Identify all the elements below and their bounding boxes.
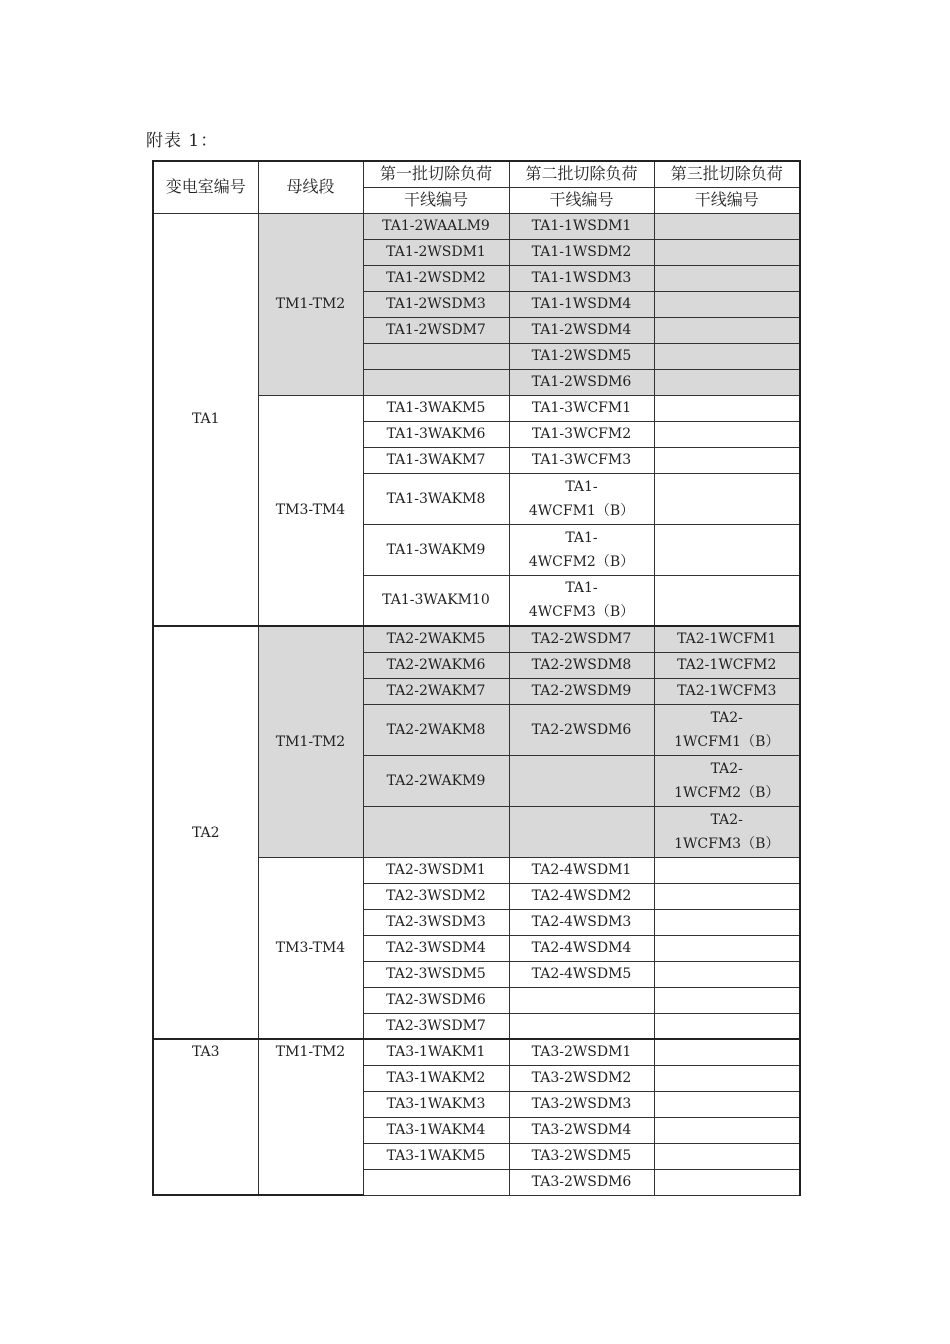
header-feeder-3: 干线编号 xyxy=(654,187,800,213)
feeder-cell xyxy=(654,395,800,421)
feeder-cell: TA1-1WSDM4 xyxy=(509,291,654,317)
feeder-cell xyxy=(654,935,800,961)
feeder-cell xyxy=(654,447,800,473)
feeder-cell xyxy=(654,239,800,265)
busbar-cell: TM3-TM4 xyxy=(258,395,363,626)
feeder-cell: TA1-3WAKM7 xyxy=(363,447,509,473)
feeder-cell: TA2-3WSDM2 xyxy=(363,883,509,909)
feeder-cell xyxy=(509,1013,654,1039)
feeder-cell: TA3-2WSDM1 xyxy=(509,1039,654,1065)
table-row xyxy=(153,626,800,652)
feeder-cell xyxy=(654,883,800,909)
feeder-cell: TA3-2WSDM6 xyxy=(509,1169,654,1195)
feeder-cell: TA2-3WSDM5 xyxy=(363,961,509,987)
feeder-cell xyxy=(654,524,800,575)
feeder-cell xyxy=(654,421,800,447)
feeder-cell xyxy=(654,1039,800,1065)
feeder-cell xyxy=(654,1091,800,1117)
feeder-cell: TA3-1WAKM4 xyxy=(363,1117,509,1143)
feeder-cell: TA1-3WCFM1 xyxy=(509,395,654,421)
feeder-cell: TA2-1WCFM3 xyxy=(654,678,800,704)
feeder-cell xyxy=(509,987,654,1013)
feeder-cell xyxy=(654,575,800,626)
feeder-cell: TA2-2WAKM8 xyxy=(363,704,509,755)
header-substation: 变电室编号 xyxy=(153,161,258,213)
feeder-cell: TA1- 4WCFM2（B） xyxy=(509,524,654,575)
feeder-cell: TA1- 4WCFM1（B） xyxy=(509,473,654,524)
feeder-cell xyxy=(654,1117,800,1143)
feeder-cell xyxy=(654,1143,800,1169)
feeder-cell: TA2-2WAKM9 xyxy=(363,755,509,806)
feeder-cell: TA2-3WSDM7 xyxy=(363,1013,509,1039)
table-row xyxy=(153,213,800,239)
header-batch2: 第二批切除负荷 xyxy=(509,161,654,187)
feeder-cell xyxy=(509,755,654,806)
table-row xyxy=(153,1039,800,1065)
feeder-cell: TA1-3WCFM2 xyxy=(509,421,654,447)
feeder-cell: TA1-3WAKM9 xyxy=(363,524,509,575)
feeder-cell xyxy=(654,343,800,369)
feeder-cell: TA2-2WSDM8 xyxy=(509,652,654,678)
load-shedding-table xyxy=(152,160,801,1196)
feeder-cell xyxy=(654,961,800,987)
substation-cell: TA2 xyxy=(153,626,258,1039)
feeder-cell: TA2-2WSDM7 xyxy=(509,626,654,652)
feeder-cell: TA1-2WSDM7 xyxy=(363,317,509,343)
feeder-cell: TA2-2WAKM5 xyxy=(363,626,509,652)
feeder-cell: TA2-4WSDM5 xyxy=(509,961,654,987)
feeder-cell: TA1-3WCFM3 xyxy=(509,447,654,473)
feeder-cell: TA1-2WSDM4 xyxy=(509,317,654,343)
feeder-cell xyxy=(654,1065,800,1091)
substation-cell: TA3 xyxy=(153,1039,258,1195)
feeder-cell: TA2- 1WCFM3（B） xyxy=(654,806,800,857)
feeder-cell: TA1-3WAKM8 xyxy=(363,473,509,524)
feeder-cell: TA2-4WSDM1 xyxy=(509,857,654,883)
busbar-cell: TM1-TM2 xyxy=(258,626,363,857)
feeder-cell: TA2-4WSDM3 xyxy=(509,909,654,935)
feeder-cell xyxy=(654,473,800,524)
feeder-cell: TA1-1WSDM3 xyxy=(509,265,654,291)
feeder-cell: TA2-4WSDM4 xyxy=(509,935,654,961)
feeder-cell: TA1-1WSDM1 xyxy=(509,213,654,239)
feeder-cell: TA1-2WSDM6 xyxy=(509,369,654,395)
feeder-cell: TA3-2WSDM2 xyxy=(509,1065,654,1091)
feeder-cell: TA1-2WAALM9 xyxy=(363,213,509,239)
feeder-cell: TA2-2WAKM6 xyxy=(363,652,509,678)
feeder-cell: TA1-2WSDM3 xyxy=(363,291,509,317)
feeder-cell: TA3-2WSDM4 xyxy=(509,1117,654,1143)
feeder-cell xyxy=(654,857,800,883)
feeder-cell: TA2-3WSDM4 xyxy=(363,935,509,961)
busbar-cell: TM3-TM4 xyxy=(258,857,363,1039)
feeder-cell xyxy=(509,806,654,857)
feeder-cell xyxy=(363,1169,509,1195)
busbar-cell: TM1-TM2 xyxy=(258,213,363,395)
feeder-cell: TA2-3WSDM6 xyxy=(363,987,509,1013)
feeder-cell xyxy=(654,1013,800,1039)
table-caption: 附表 1： xyxy=(146,131,219,151)
feeder-cell: TA2-1WCFM2 xyxy=(654,652,800,678)
feeder-cell: TA3-2WSDM3 xyxy=(509,1091,654,1117)
feeder-cell xyxy=(654,909,800,935)
busbar-cell: TM1-TM2 xyxy=(258,1039,363,1195)
feeder-cell: TA3-1WAKM5 xyxy=(363,1143,509,1169)
feeder-cell: TA3-1WAKM1 xyxy=(363,1039,509,1065)
header-feeder-1: 干线编号 xyxy=(363,187,509,213)
feeder-cell: TA1-1WSDM2 xyxy=(509,239,654,265)
feeder-cell: TA3-1WAKM2 xyxy=(363,1065,509,1091)
feeder-cell: TA2- 1WCFM1（B） xyxy=(654,704,800,755)
feeder-cell xyxy=(654,291,800,317)
feeder-cell: TA3-1WAKM3 xyxy=(363,1091,509,1117)
feeder-cell: TA1-3WAKM6 xyxy=(363,421,509,447)
feeder-cell: TA1-2WSDM1 xyxy=(363,239,509,265)
feeder-cell xyxy=(654,369,800,395)
feeder-cell: TA2-3WSDM3 xyxy=(363,909,509,935)
feeder-cell xyxy=(654,317,800,343)
feeder-cell: TA1-3WAKM5 xyxy=(363,395,509,421)
feeder-cell xyxy=(654,265,800,291)
feeder-cell: TA1-2WSDM2 xyxy=(363,265,509,291)
header-feeder-2: 干线编号 xyxy=(509,187,654,213)
feeder-cell xyxy=(654,987,800,1013)
feeder-cell: TA2-4WSDM2 xyxy=(509,883,654,909)
feeder-cell xyxy=(363,369,509,395)
header-batch1: 第一批切除负荷 xyxy=(363,161,509,187)
feeder-cell: TA1-2WSDM5 xyxy=(509,343,654,369)
feeder-cell xyxy=(654,213,800,239)
feeder-cell: TA2-2WSDM9 xyxy=(509,678,654,704)
feeder-cell: TA1- 4WCFM3（B） xyxy=(509,575,654,626)
feeder-cell: TA3-2WSDM5 xyxy=(509,1143,654,1169)
feeder-cell: TA2-3WSDM1 xyxy=(363,857,509,883)
feeder-cell xyxy=(363,343,509,369)
feeder-cell: TA2-2WSDM6 xyxy=(509,704,654,755)
feeder-cell: TA2- 1WCFM2（B） xyxy=(654,755,800,806)
feeder-cell xyxy=(654,1169,800,1195)
feeder-cell xyxy=(363,806,509,857)
header-batch3: 第三批切除负荷 xyxy=(654,161,800,187)
feeder-cell: TA1-3WAKM10 xyxy=(363,575,509,626)
feeder-cell: TA2-1WCFM1 xyxy=(654,626,800,652)
feeder-cell: TA2-2WAKM7 xyxy=(363,678,509,704)
substation-cell: TA1 xyxy=(153,213,258,626)
header-busbar: 母线段 xyxy=(258,161,363,213)
